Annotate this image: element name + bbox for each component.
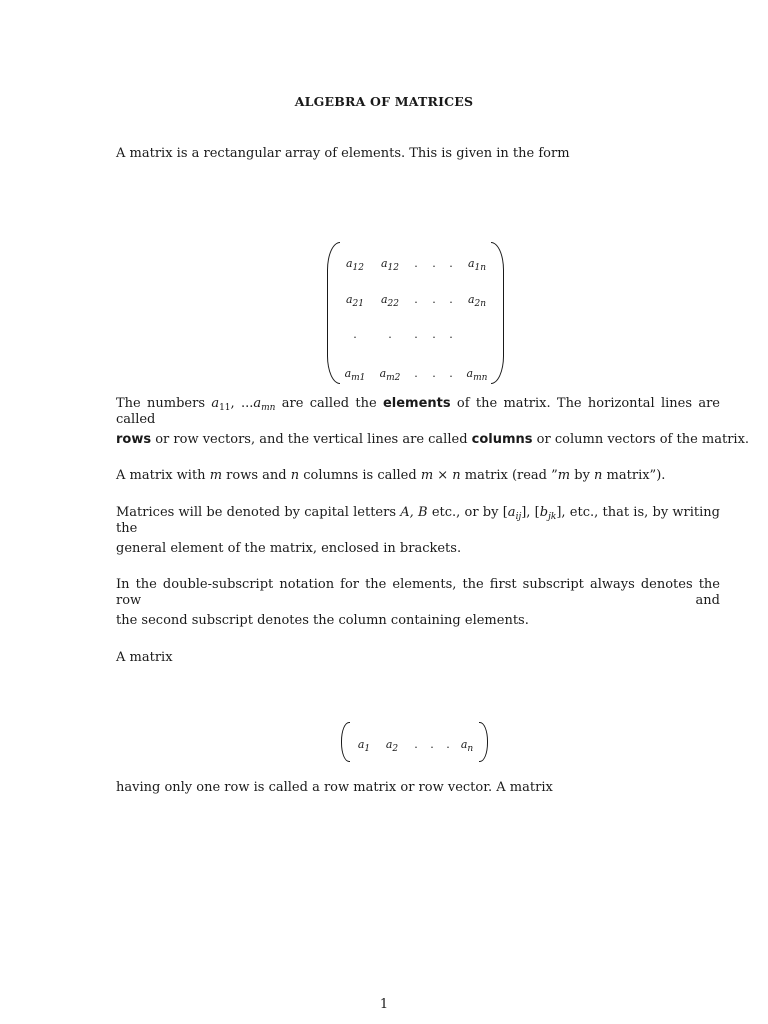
general-matrix [325, 240, 507, 386]
ellipsis-dot: . [414, 257, 418, 270]
keyword-rows: rows [116, 432, 152, 447]
matrix-element: $a_{22}$ [380, 293, 399, 309]
elements-paragraph-line1: The numbers $a_{11}$, $...a_{mn}$ are called the elements of the matrix. The horizontal lines are called [116, 396, 720, 427]
matrix-element: $a_{12}$ [380, 257, 399, 273]
matrix-element: $a_{mn}$ [466, 367, 488, 383]
a-matrix-text: A matrix [116, 650, 173, 665]
ellipsis-dot: . [414, 293, 418, 306]
matrix-element: $a_{1n}$ [467, 257, 487, 273]
ellipsis-dot: . [432, 328, 436, 341]
keyword-elements: elements [382, 396, 451, 411]
ellipsis-dot: . [414, 367, 418, 380]
keyword-columns: columns [471, 432, 533, 447]
matrix-element: $a_1$ [357, 738, 371, 754]
matrix-element: $a_{2n}$ [467, 293, 487, 309]
subscript-paragraph-line1: In the double-subscript notation for the elements, the first subscript always denotes the row and [116, 577, 720, 608]
ellipsis-dot: . [430, 738, 434, 751]
ellipsis-dot: . [414, 738, 418, 751]
ellipsis-dot: . [432, 293, 436, 306]
subscript-paragraph-line2: the second subscript denotes the column containing elements. [116, 613, 529, 628]
ellipsis-dot: . [432, 367, 436, 380]
page-title: ALGEBRA OF MATRICES [294, 94, 474, 109]
notation-paragraph-line2: general element of the matrix, enclosed in brackets. [116, 541, 462, 556]
row-matrix [339, 720, 493, 764]
matrix-element: $a_2$ [385, 738, 399, 754]
matrix-element: $a_{12}$ [345, 257, 364, 273]
ellipsis-dot: . [388, 328, 392, 341]
ellipsis-dot: . [449, 367, 453, 380]
row-matrix-paragraph: having only one row is called a row matrix or row vector. A matrix [116, 780, 553, 795]
ellipsis-dot: . [449, 328, 453, 341]
ellipsis-dot: . [446, 738, 450, 751]
notation-paragraph-line1: Matrices will be denoted by capital letters A, B etc., or by $[a_{ij}]$, $[b_{jk}]$, etc., that is, by writing the [116, 505, 720, 536]
elements-paragraph-line2: rows or row vectors, and the vertical lines are called columns or column vectors of the matrix. [116, 432, 750, 447]
matrix-element: $a_{21}$ [345, 293, 364, 309]
page-number: 1 [379, 997, 389, 1012]
ellipsis-dot: . [414, 328, 418, 341]
ellipsis-dot: . [449, 257, 453, 270]
matrix-element: $a_{m1}$ [344, 367, 366, 383]
intro-paragraph: A matrix is a rectangular array of elements. This is given in the form [116, 146, 570, 161]
ellipsis-dot: . [432, 257, 436, 270]
dimension-paragraph: A matrix with m rows and n columns is called m × n matrix (read ”m by n matrix”). [116, 468, 666, 483]
ellipsis-dot: . [353, 328, 357, 341]
ellipsis-dot: . [449, 293, 453, 306]
matrix-element: $a_n$ [460, 738, 474, 754]
matrix-element: $a_{m2}$ [379, 367, 401, 383]
